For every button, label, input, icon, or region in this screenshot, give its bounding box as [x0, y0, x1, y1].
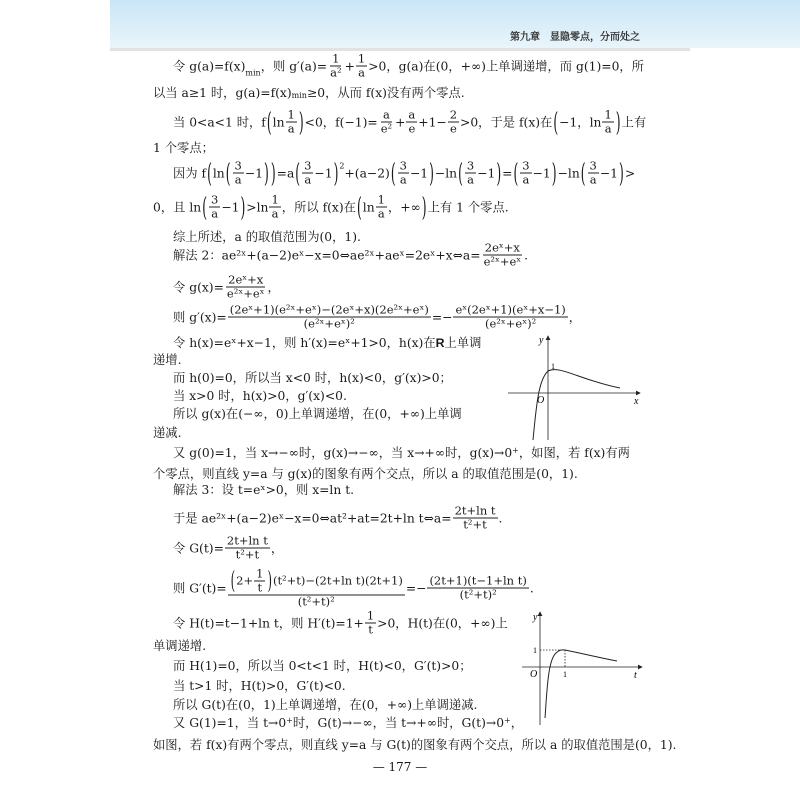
curve-G	[545, 650, 617, 718]
text-run: eˣ(2eˣ+1)(eˣ+x−1)	[455, 302, 566, 317]
big-parenthesis: (	[225, 158, 231, 188]
big-parenthesis: (	[230, 565, 236, 595]
text-run: 0，且 ln	[153, 200, 202, 214]
text-run: t	[368, 622, 373, 637]
text-run: 3	[399, 158, 407, 173]
big-parenthesis: )	[429, 158, 434, 188]
bold-symbol: R	[435, 336, 445, 350]
text-run: −ln	[557, 166, 580, 180]
text-run: e²ˣ+eˣ	[226, 286, 265, 301]
y-axis-label-2: y	[533, 612, 538, 623]
text-run: 所以 g(x)在(−∞，0)上单调递增，在(0，+∞)上单调	[173, 407, 462, 421]
origin-label: O	[537, 395, 545, 406]
text-run: −1	[477, 166, 496, 180]
text-run: 所以 G(t)在(0，1)上单调递增，在(0，+∞)上单调递减.	[173, 698, 478, 712]
subscript: min	[291, 91, 307, 100]
text-run: =−	[405, 581, 427, 595]
text-run: (t²+t)²	[459, 587, 497, 602]
text-run: 3	[522, 158, 530, 173]
text-run: 以当 a≥1 时，g(a)=f(x)	[153, 86, 292, 100]
text-run: −1	[409, 166, 429, 180]
text-run: a	[467, 172, 474, 187]
text-run: −1	[599, 166, 619, 180]
text-run: 1 个零点；	[153, 141, 214, 155]
text-run: 时，G(t)→−∞，当 t→+∞时，G(t)→0	[292, 716, 505, 730]
text-run: ，	[568, 310, 582, 324]
text-run: =a	[276, 166, 295, 180]
superscript: +	[512, 446, 519, 455]
big-parenthesis: (	[390, 158, 396, 188]
text-run: 个零点，则直线 y=a 与 g(x)的图象有两个交点，所以 a 的取值范围是(0，1).	[153, 467, 578, 481]
text-run: 当 t>1 时，H(t)>0，G′(t)<0.	[173, 679, 346, 693]
text-run: 1	[256, 566, 264, 581]
big-parenthesis: )	[270, 158, 276, 188]
text-run: a	[234, 172, 242, 187]
big-parenthesis: (	[458, 158, 463, 188]
text-run: 综上所述，a 的取值范围为(0，1).	[173, 230, 361, 244]
text-run: ，则 g′(a)=	[260, 59, 328, 73]
text-run: =−	[431, 310, 453, 324]
big-parenthesis: )	[619, 158, 624, 188]
text-run: t	[257, 580, 263, 595]
chapter-title: 第九章 显隐零点，分而处之	[510, 32, 640, 43]
text-run: 单调递增.	[153, 639, 207, 653]
text-run: −1	[314, 166, 333, 180]
text-run: ，所以 f(x)在	[281, 200, 356, 214]
big-parenthesis: )	[333, 158, 339, 188]
big-parenthesis: (	[356, 192, 362, 222]
page-number: — 177 —	[372, 760, 428, 774]
text-run: >0，g(a)在(0，+∞)上单调递增，而 g(1)=0，所	[368, 59, 644, 73]
text-run: 而 H(1)=0，所以当 0<t<1 时，H(t)<0，G′(t)>0；	[173, 659, 472, 673]
text-run: 令 g(a)=f(x)	[173, 59, 246, 73]
text-run: (e²ˣ+eˣ)²	[303, 316, 355, 331]
text-run: 令 h(x)=eˣ+x−1，则 h′(x)=eˣ+1>0，h(x)在	[173, 336, 436, 350]
text-run: (t²+t)²	[297, 594, 335, 609]
text-run: 2eˣ+x	[228, 272, 264, 287]
text-run: (2t+1)(t−1+ln t)	[429, 573, 527, 588]
text-run: +1−	[418, 115, 447, 129]
superscript: +	[504, 716, 511, 725]
text-run: a	[304, 172, 312, 187]
superscript: +	[286, 716, 293, 725]
big-parenthesis: )	[551, 158, 557, 188]
text-run: >0，H(t)在(0，+∞)上	[377, 616, 508, 630]
text-run: 当 x>0 时，h(x)>0，g′(x)<0.	[173, 389, 347, 403]
text-run: >	[624, 166, 636, 180]
text-run: 解法 3：设 t=eˣ>0，则 x=ln t.	[173, 483, 355, 497]
big-parenthesis: (	[207, 158, 212, 188]
text-run: 令 g(x)=	[173, 280, 224, 294]
text-run: a	[399, 172, 407, 187]
text-run: 1	[332, 51, 340, 66]
text-run: 因为 f	[173, 166, 207, 180]
text-run: 当 0<a<1 时，f	[173, 115, 266, 129]
text-run: −1	[532, 166, 551, 180]
text-run: .	[529, 581, 534, 595]
subscript: min	[245, 68, 261, 78]
text-run: 1	[271, 192, 279, 207]
text-run: 2+	[236, 573, 254, 588]
y-axis-label: y	[539, 335, 544, 346]
text-run: t²+t	[463, 517, 487, 532]
big-parenthesis: )	[267, 565, 272, 595]
text-run: 上单调	[444, 336, 482, 350]
big-parenthesis: (	[580, 158, 586, 188]
text-run: 2eˣ+x	[484, 240, 520, 255]
text-run: >ln	[246, 200, 269, 214]
text-run: 1	[366, 608, 375, 623]
text-run: 解法 2：ae²ˣ+(a−2)eˣ−x=0⇔ae²ˣ+aeˣ=2eˣ+x⇔a=	[173, 248, 481, 262]
text-run: a	[377, 206, 385, 221]
text-run: 2t+ln t	[226, 533, 268, 548]
text-run: 2t+ln t	[454, 503, 496, 518]
text-run: a	[382, 107, 390, 122]
text-run: a	[211, 206, 219, 221]
text-run: 令 G(t)=	[173, 541, 224, 555]
text-run: e²ˣ+eˣ	[483, 254, 522, 269]
text-run: 3	[589, 158, 597, 173]
text-run: ，如图，若 f(x)有两	[518, 446, 630, 460]
text-run: 则 g′(x)=	[173, 310, 227, 324]
text-run: e	[408, 121, 416, 136]
big-parenthesis: (	[513, 158, 519, 188]
text-run: ，	[267, 280, 280, 294]
text-run: ，+∞	[387, 200, 421, 214]
text-run: 3	[304, 158, 312, 173]
text-run: 上有 1 个零点.	[427, 200, 509, 214]
text-run: 2	[449, 107, 458, 122]
text-run: ln	[212, 166, 225, 180]
text-run: a	[271, 206, 279, 221]
text-run: 3	[466, 158, 475, 173]
x-tick-label: 1	[563, 670, 567, 679]
text-run: (e²ˣ+eˣ)²	[485, 316, 537, 331]
text-run: 于是 ae²ˣ+(a−2)eˣ−x=0⇔at²+at=2t+ln t⇔a=	[173, 511, 452, 525]
text-run: 令 H(t)=t−1+ln t，则 H′(t)=1+	[173, 616, 364, 630]
origin-label-2: O	[530, 669, 538, 680]
peak-label: 1	[551, 362, 555, 371]
text-run: <0，f(−1)=	[304, 115, 378, 129]
big-parenthesis: )	[264, 158, 269, 188]
t-axis-label: t	[634, 670, 637, 681]
text-run: +	[344, 59, 355, 73]
x-axis-label: x	[634, 396, 639, 407]
text-run: ln	[362, 200, 375, 214]
text-run: 1	[287, 107, 295, 122]
text-run: a	[589, 172, 597, 187]
curve-g	[533, 370, 620, 440]
big-parenthesis: (	[295, 158, 301, 188]
text-run: e	[449, 121, 457, 136]
text-run: −1	[244, 166, 264, 180]
text-run: −1，ln	[559, 115, 602, 129]
text-run: −1	[221, 200, 240, 214]
text-run: ≥0，从而 f(x)没有两个零点.	[306, 86, 465, 100]
y-tick-label: 1	[533, 646, 537, 655]
big-parenthesis: (	[553, 107, 559, 137]
text-run: =	[502, 166, 513, 180]
text-run: (2eˣ+1)(e²ˣ+eˣ)−(2eˣ+x)(2e²ˣ+eˣ)	[229, 302, 429, 317]
text-run: 如图，若 f(x)有两个零点，则直线 y=a 与 G(t)的图象有两个交点，所以 a 的取值范围是(0，1).	[153, 738, 677, 752]
text-run: 1	[357, 51, 366, 66]
text-run: .	[498, 511, 503, 525]
text-run: +(a−2)	[344, 166, 390, 180]
text-run: e²	[380, 121, 393, 136]
text-run: ，	[270, 541, 284, 555]
text-run: >0，于是 f(x)在	[460, 115, 553, 129]
text-run: 递减.	[153, 426, 182, 440]
text-run: a	[358, 65, 365, 80]
text-run: a	[287, 121, 295, 136]
text-run: 又 g(0)=1，当 x→−∞时，g(x)→−∞，当 x→+∞时，g(x)→0	[173, 446, 513, 460]
text-run: a	[522, 172, 530, 187]
big-parenthesis: )	[240, 192, 246, 222]
big-parenthesis: )	[615, 107, 621, 137]
text-run: 1	[604, 107, 612, 122]
text-run: a	[604, 121, 612, 136]
big-parenthesis: (	[202, 192, 207, 222]
text-run: a	[408, 107, 416, 122]
text-run: .	[524, 248, 529, 262]
big-parenthesis: (	[266, 107, 272, 137]
text-run: 1	[377, 192, 385, 207]
big-parenthesis: )	[421, 192, 427, 222]
text-run: a²	[330, 65, 342, 80]
text-run: t²+t	[235, 547, 260, 562]
text-run: ，	[510, 716, 524, 730]
text-run: 3	[234, 158, 242, 173]
text-run: ln	[272, 115, 285, 129]
text-run: +	[395, 115, 406, 129]
big-parenthesis: )	[496, 158, 502, 188]
text-run: 上有	[621, 115, 647, 129]
text-run: 又 G(1)=1，当 t→0	[173, 716, 287, 730]
text-run: 递增.	[153, 353, 182, 367]
text-run: (t²+t)−(2t+ln t)(2t+1)	[272, 573, 403, 588]
text-run: 而 h(0)=0，所以当 x<0 时，h(x)<0，g′(x)>0；	[173, 371, 452, 385]
text-run: 3	[211, 192, 219, 207]
text-run: 则 G′(t)=	[173, 581, 227, 595]
text-run: −ln	[434, 166, 458, 180]
superscript: 2	[339, 161, 345, 171]
big-parenthesis: )	[298, 107, 304, 137]
